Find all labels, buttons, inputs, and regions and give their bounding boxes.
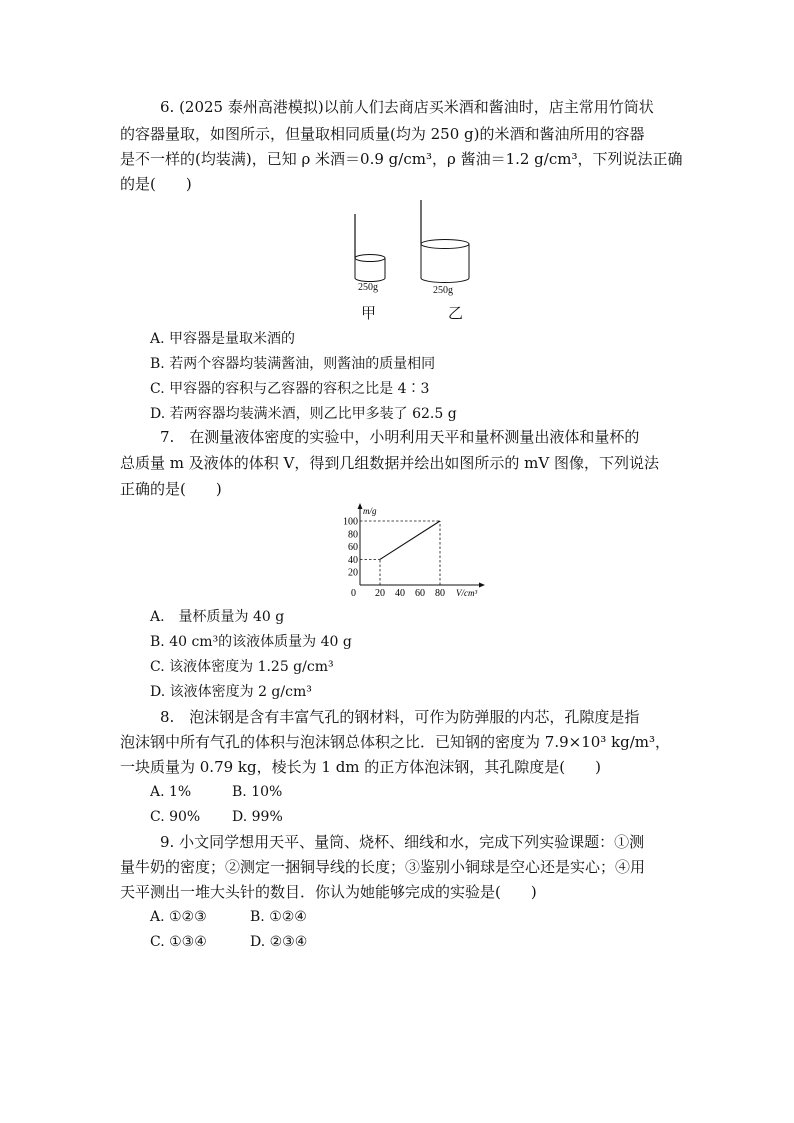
x-tick-label-80: 80 [435, 588, 445, 599]
x-axis-arrow [479, 583, 485, 588]
container-a-name: 甲 [361, 304, 377, 322]
q8-option-d: D. 99% [232, 809, 283, 825]
q8-option-b: B. 10% [232, 784, 283, 800]
container-b-body [421, 244, 469, 283]
q9-stem-line-1: 9. 小文同学想用天平、量筒、烧杯、细线和水，完成下列实验课题：①测 [160, 833, 645, 851]
container-a-mass-label: 250g [358, 282, 378, 293]
y-tick-label-60: 60 [348, 542, 358, 554]
q6-option-a: A. 甲容器是量取米酒的 [150, 331, 296, 347]
q6-stem-line-2: 的容器量取，如图所示，但量取相同质量(均为 250 g)的米酒和酱油所用的容器 [120, 125, 645, 143]
q9-stem-line-3: 天平测出一堆大头针的数目．你认为她能够完成的实验是( ) [120, 883, 537, 901]
q7-option-c: C. 该液体密度为 1.25 g/cm³ [150, 659, 334, 675]
y-axis-arrow [358, 503, 363, 509]
q9-option-d: D. ②③④ [250, 934, 308, 950]
x-tick-label-40: 40 [395, 588, 405, 599]
q8-stem-line-1: 8. 泡沫钢是含有丰富气孔的钢材料，可作为防弹服的内芯，孔隙度是指 [160, 708, 640, 726]
q8-stem-line-2: 泡沫钢中所有气孔的体积与泡沫钢总体积之比．已知钢的密度为 7.9×10³ kg/m³， [120, 733, 671, 751]
q6-option-c: C. 甲容器的容积与乙容器的容积之比是 4∶3 [150, 381, 430, 397]
container-b-top [421, 240, 469, 249]
q7-stem-line-2: 总质量 m 及液体的体积 V，得到几组数据并绘出如图所示的 mV 图像，下列说法 [120, 454, 659, 472]
q6-stem-line-4: 的是( ) [120, 175, 192, 193]
q6-stem-line-1: 6. (2025 泰州高港模拟)以前人们去商店买米酒和酱油时，店主常用竹筒状 [160, 98, 654, 116]
y-axis-label: m/g [363, 506, 377, 516]
y-tick-label-20: 20 [348, 567, 358, 579]
q8-stem-line-3: 一块质量为 0.79 kg，棱长为 1 dm 的正方体泡沫钢，其孔隙度是( ) [120, 758, 602, 776]
q9-option-a: A. ①②③ [150, 909, 207, 925]
y-tick-label-100: 100 [343, 516, 358, 528]
container-a-top [355, 255, 385, 262]
q7-stem-line-1: 7. 在测量液体密度的实验中，小明利用天平和量杯测量出液体和量杯的 [160, 428, 640, 446]
x-axis-label: V/cm³ [456, 588, 478, 598]
q9-stem-line-2: 量牛奶的密度；②测定一捆铜导线的长度；③鉴别小铜球是空心还是实心；④用 [120, 858, 646, 876]
series-line-0 [380, 521, 440, 559]
q7-option-a: A. 量杯质量为 40 g [150, 609, 285, 625]
q7-option-b: B. 40 cm³的该液体质量为 40 g [150, 634, 352, 650]
q7-stem-line-3: 正确的是( ) [120, 480, 222, 498]
container-b-name: 乙 [448, 304, 464, 322]
q6-option-b: B. 若两个容器均装满酱油，则酱油的质量相同 [150, 356, 436, 372]
q9-option-c: C. ①③④ [150, 934, 207, 950]
y-tick-label-80: 80 [348, 529, 358, 541]
y-tick-label-40: 40 [348, 554, 358, 566]
q8-option-c: C. 90% [150, 809, 201, 825]
container-b-mass-label: 250g [433, 285, 453, 296]
q9-option-b: B. ①②④ [250, 909, 307, 925]
q6-stem-line-3: 是不一样的(均装满)，已知 ρ 米酒＝0.9 g/cm³，ρ 酱油＝1.2 g/cm³，下列说法正确 [120, 150, 683, 168]
q7-option-d: D. 该液体密度为 2 g/cm³ [150, 684, 312, 700]
q6-option-d: D. 若两容器均装满米酒，则乙比甲多装了 62.5 g [150, 406, 457, 422]
x-tick-label-60: 60 [415, 588, 425, 599]
q8-option-a: A. 1% [150, 784, 192, 800]
q6-containers-figure [340, 196, 490, 296]
x-tick-label-20: 20 [375, 588, 385, 599]
x-tick-label-0: 0 [351, 588, 356, 599]
mv-graph [336, 502, 496, 602]
